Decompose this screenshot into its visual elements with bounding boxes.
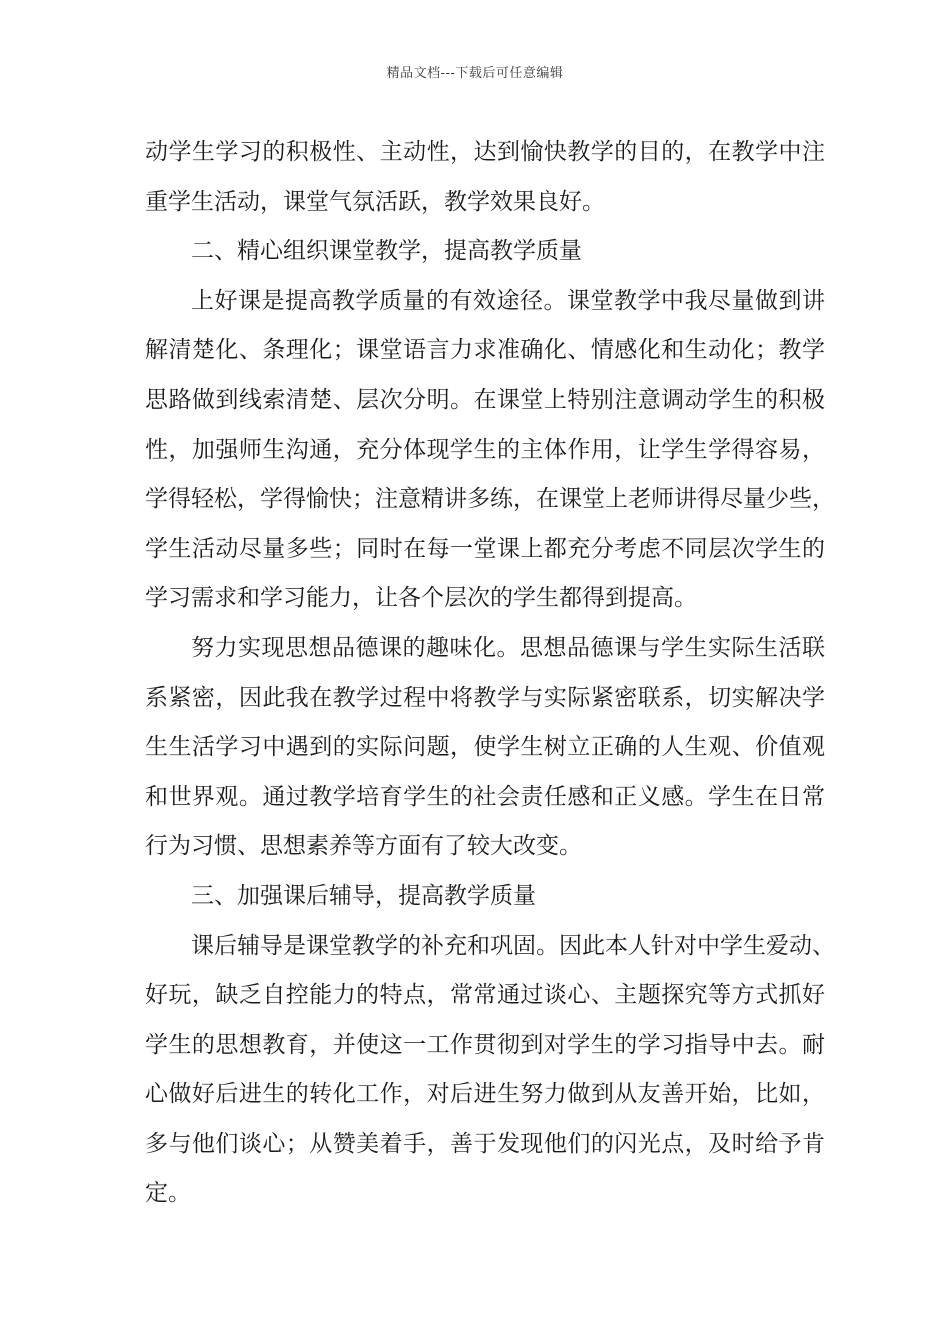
text-line: 思路做到线索清楚、层次分明。在课堂上特别注意调动学生的积极 [145, 386, 825, 413]
heading-text: 二、精心组织课堂教学，提高教学质量 [191, 238, 582, 265]
text-line: 定。 [145, 1180, 191, 1207]
paragraph [145, 624, 825, 872]
document-body [145, 128, 835, 1219]
text-line: 性，加强师生沟通，充分体现学生的主体作用，让学生学得容易， [145, 436, 825, 463]
section-heading [145, 872, 825, 922]
section-heading [145, 227, 825, 277]
text-line: 和世界观。通过教学培育学生的社会责任感和正义感。学生在日常 [145, 783, 825, 810]
page-header: 精品文档---下载后可任意编辑 [386, 66, 564, 81]
text-line: 多与他们谈心；从赞美着手，善于发现他们的闪光点，及时给予肯 [145, 1130, 825, 1157]
text-line: 行为习惯、思想素养等方面有了较大改变。 [145, 833, 582, 860]
text-line: 解清楚化、条理化；课堂语言力求准确化、情感化和生动化；教学 [145, 337, 825, 364]
text-line: 上好课是提高教学质量的有效途径。课堂教学中我尽量做到讲 [191, 287, 825, 314]
paragraph [145, 128, 825, 227]
text-line: 心做好后进生的转化工作，对后进生努力做到从友善开始，比如， [145, 1081, 825, 1108]
text-line: 生生活学习中遇到的实际问题，使学生树立正确的人生观、价值观 [145, 734, 825, 761]
text-line: 好玩，缺乏自控能力的特点，常常通过谈心、主题探究等方式抓好 [145, 982, 825, 1009]
text-line: 学生的思想教育，并使这一工作贯彻到对学生的学习指导中去。耐 [145, 1031, 825, 1058]
text-line: 动学生学习的积极性、主动性，达到愉快教学的目的，在教学中注 [145, 139, 825, 165]
heading-text: 三、加强课后辅导，提高教学质量 [191, 882, 536, 909]
text-line: 努力实现思想品德课的趣味化。思想品德课与学生实际生活联 [191, 634, 825, 661]
paragraph [145, 922, 835, 1220]
text-line: 系紧密，因此我在教学过程中将教学与实际紧密联系，切实解决学 [145, 684, 825, 711]
text-line: 学生活动尽量多些；同时在每一堂课上都充分考虑不同层次学生的 [145, 535, 825, 562]
text-line: 重学生活动，课堂气氛活跃，教学效果良好。 [145, 188, 605, 215]
paragraph [145, 277, 835, 624]
text-line: 学习需求和学习能力，让各个层次的学生都得到提高。 [145, 585, 697, 612]
text-line: 学得轻松，学得愉快；注意精讲多练，在课堂上老师讲得尽量少些， [145, 486, 835, 513]
text-line: 课后辅导是课堂教学的补充和巩固。因此本人针对中学生爱动、 [191, 932, 835, 959]
